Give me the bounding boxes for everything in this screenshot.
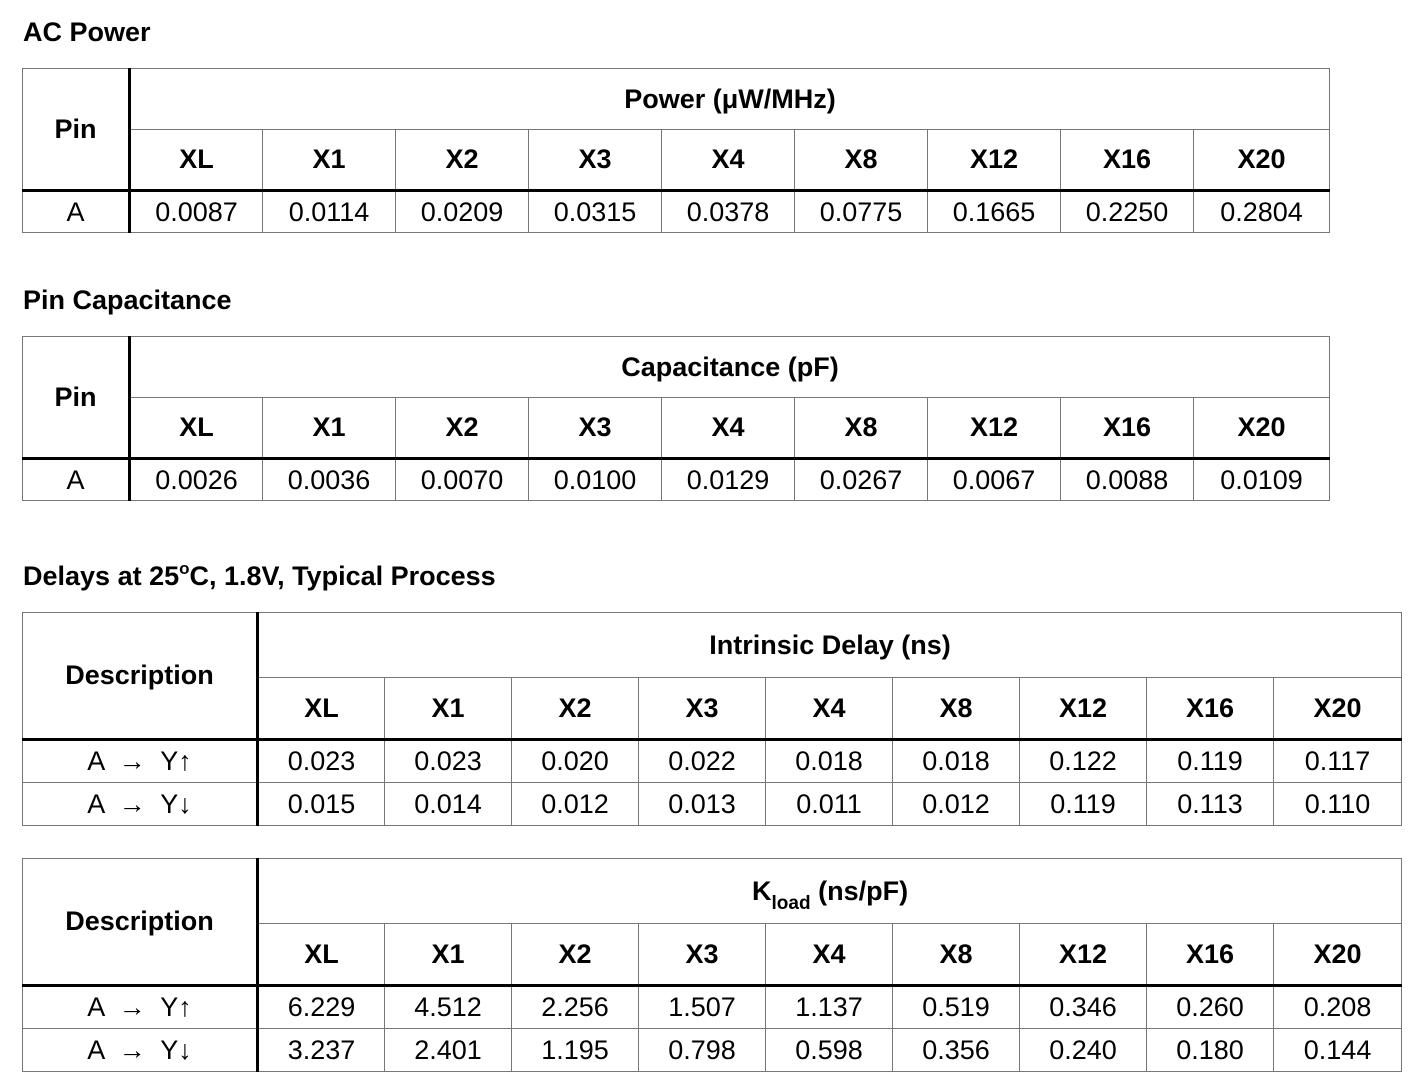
size-header: X3 bbox=[529, 130, 662, 191]
size-header: X4 bbox=[662, 398, 795, 459]
size-header: X8 bbox=[893, 678, 1020, 740]
value-cell: 0.018 bbox=[766, 740, 893, 783]
value-cell: 0.144 bbox=[1274, 1029, 1402, 1072]
size-header: X4 bbox=[766, 924, 893, 986]
size-header: X16 bbox=[1061, 130, 1194, 191]
value-cell: 6.229 bbox=[258, 986, 385, 1029]
delays-title bbox=[23, 559, 496, 591]
value-cell: 0.013 bbox=[639, 783, 766, 826]
ac-power-title: AC Power bbox=[23, 17, 151, 47]
value-cell: 1.507 bbox=[639, 986, 766, 1029]
value-cell: 4.512 bbox=[385, 986, 512, 1029]
size-header: X3 bbox=[529, 398, 662, 459]
intrinsic-delay-table bbox=[22, 612, 1402, 826]
pin-column-header: Pin bbox=[23, 337, 130, 459]
size-header: X16 bbox=[1147, 924, 1274, 986]
table-row bbox=[23, 459, 1330, 501]
value-cell: 0.0378 bbox=[662, 191, 795, 233]
value-cell: 0.260 bbox=[1147, 986, 1274, 1029]
value-cell: 0.012 bbox=[893, 783, 1020, 826]
value-cell: 0.240 bbox=[1020, 1029, 1147, 1072]
value-cell: 3.237 bbox=[258, 1029, 385, 1072]
intrinsic-delay-group-header: Intrinsic Delay (ns) bbox=[258, 613, 1402, 678]
value-cell: 0.2250 bbox=[1061, 191, 1194, 233]
value-cell: 2.401 bbox=[385, 1029, 512, 1072]
value-cell: 0.0100 bbox=[529, 459, 662, 501]
size-header: X4 bbox=[662, 130, 795, 191]
size-header: X12 bbox=[928, 130, 1061, 191]
value-cell: 2.256 bbox=[512, 986, 639, 1029]
value-cell: 0.0026 bbox=[130, 459, 263, 501]
value-cell: 0.798 bbox=[639, 1029, 766, 1072]
value-cell: 0.119 bbox=[1147, 740, 1274, 783]
size-header: X20 bbox=[1194, 130, 1330, 191]
value-cell: 0.0109 bbox=[1194, 459, 1330, 501]
degree-symbol: o bbox=[179, 559, 190, 578]
size-header: X1 bbox=[385, 924, 512, 986]
table-row bbox=[23, 1029, 1402, 1072]
value-cell: 1.195 bbox=[512, 1029, 639, 1072]
kload-table bbox=[22, 858, 1402, 1072]
value-cell: 0.012 bbox=[512, 783, 639, 826]
size-header: X20 bbox=[1274, 924, 1402, 986]
capacitance-group-header: Capacitance (pF) bbox=[130, 337, 1330, 398]
value-cell: 0.0067 bbox=[928, 459, 1061, 501]
row-label: A → Y↑ bbox=[23, 740, 258, 783]
value-cell: 0.598 bbox=[766, 1029, 893, 1072]
size-header: X20 bbox=[1274, 678, 1402, 740]
value-cell: 1.137 bbox=[766, 986, 893, 1029]
value-cell: 0.356 bbox=[893, 1029, 1020, 1072]
size-header: X8 bbox=[893, 924, 1020, 986]
delays-title-pre: Delays at 25 bbox=[23, 561, 180, 591]
value-cell: 0.180 bbox=[1147, 1029, 1274, 1072]
size-header: XL bbox=[130, 398, 263, 459]
size-header: X12 bbox=[1020, 678, 1147, 740]
value-cell: 0.0036 bbox=[263, 459, 396, 501]
size-header: X2 bbox=[396, 398, 529, 459]
size-header: X16 bbox=[1061, 398, 1194, 459]
kload-group-header bbox=[258, 859, 1402, 924]
size-header: XL bbox=[130, 130, 263, 191]
value-cell: 0.023 bbox=[258, 740, 385, 783]
pin-column-header: Pin bbox=[23, 69, 130, 191]
size-header: X1 bbox=[263, 398, 396, 459]
size-header: X12 bbox=[928, 398, 1061, 459]
table-row bbox=[23, 740, 1402, 783]
value-cell: 0.117 bbox=[1274, 740, 1402, 783]
table-row bbox=[23, 783, 1402, 826]
size-header: X3 bbox=[639, 924, 766, 986]
table-row bbox=[23, 986, 1402, 1029]
row-label: A → Y↓ bbox=[23, 783, 258, 826]
power-group-header: Power (μW/MHz) bbox=[130, 69, 1330, 130]
size-header: XL bbox=[258, 678, 385, 740]
size-header: X8 bbox=[795, 130, 928, 191]
pin-capacitance-table bbox=[22, 336, 1330, 501]
value-cell: 0.0087 bbox=[130, 191, 263, 233]
size-header: X1 bbox=[263, 130, 396, 191]
size-header: X2 bbox=[512, 924, 639, 986]
value-cell: 0.011 bbox=[766, 783, 893, 826]
value-cell: 0.0209 bbox=[396, 191, 529, 233]
delays-title-post: C, 1.8V, Typical Process bbox=[189, 561, 496, 591]
value-cell: 0.122 bbox=[1020, 740, 1147, 783]
value-cell: 0.023 bbox=[385, 740, 512, 783]
size-header: X1 bbox=[385, 678, 512, 740]
description-column-header: Description bbox=[23, 859, 258, 986]
value-cell: 0.018 bbox=[893, 740, 1020, 783]
value-cell: 0.113 bbox=[1147, 783, 1274, 826]
size-header: X4 bbox=[766, 678, 893, 740]
size-header: X16 bbox=[1147, 678, 1274, 740]
size-header: X12 bbox=[1020, 924, 1147, 986]
value-cell: 0.022 bbox=[639, 740, 766, 783]
table-row bbox=[23, 191, 1330, 233]
value-cell: 0.0315 bbox=[529, 191, 662, 233]
value-cell: 0.1665 bbox=[928, 191, 1061, 233]
value-cell: 0.014 bbox=[385, 783, 512, 826]
size-header: X2 bbox=[512, 678, 639, 740]
row-label: A bbox=[23, 191, 130, 233]
value-cell: 0.2804 bbox=[1194, 191, 1330, 233]
value-cell: 0.0114 bbox=[263, 191, 396, 233]
kload-symbol: K bbox=[752, 875, 772, 906]
value-cell: 0.015 bbox=[258, 783, 385, 826]
value-cell: 0.110 bbox=[1274, 783, 1402, 826]
value-cell: 0.208 bbox=[1274, 986, 1402, 1029]
value-cell: 0.519 bbox=[893, 986, 1020, 1029]
value-cell: 0.119 bbox=[1020, 783, 1147, 826]
value-cell: 0.346 bbox=[1020, 986, 1147, 1029]
size-header: XL bbox=[258, 924, 385, 986]
value-cell: 0.0088 bbox=[1061, 459, 1194, 501]
value-cell: 0.020 bbox=[512, 740, 639, 783]
size-header: X2 bbox=[396, 130, 529, 191]
value-cell: 0.0267 bbox=[795, 459, 928, 501]
size-header: X8 bbox=[795, 398, 928, 459]
size-header: X3 bbox=[639, 678, 766, 740]
ac-power-table bbox=[22, 68, 1330, 233]
value-cell: 0.0129 bbox=[662, 459, 795, 501]
row-label: A → Y↑ bbox=[23, 986, 258, 1029]
kload-subscript: load bbox=[771, 892, 811, 914]
row-label: A bbox=[23, 459, 130, 501]
size-header: X20 bbox=[1194, 398, 1330, 459]
value-cell: 0.0070 bbox=[396, 459, 529, 501]
description-column-header: Description bbox=[23, 613, 258, 740]
value-cell: 0.0775 bbox=[795, 191, 928, 233]
kload-unit: (ns/pF) bbox=[810, 875, 909, 906]
pin-capacitance-title: Pin Capacitance bbox=[23, 285, 232, 315]
row-label: A → Y↓ bbox=[23, 1029, 258, 1072]
